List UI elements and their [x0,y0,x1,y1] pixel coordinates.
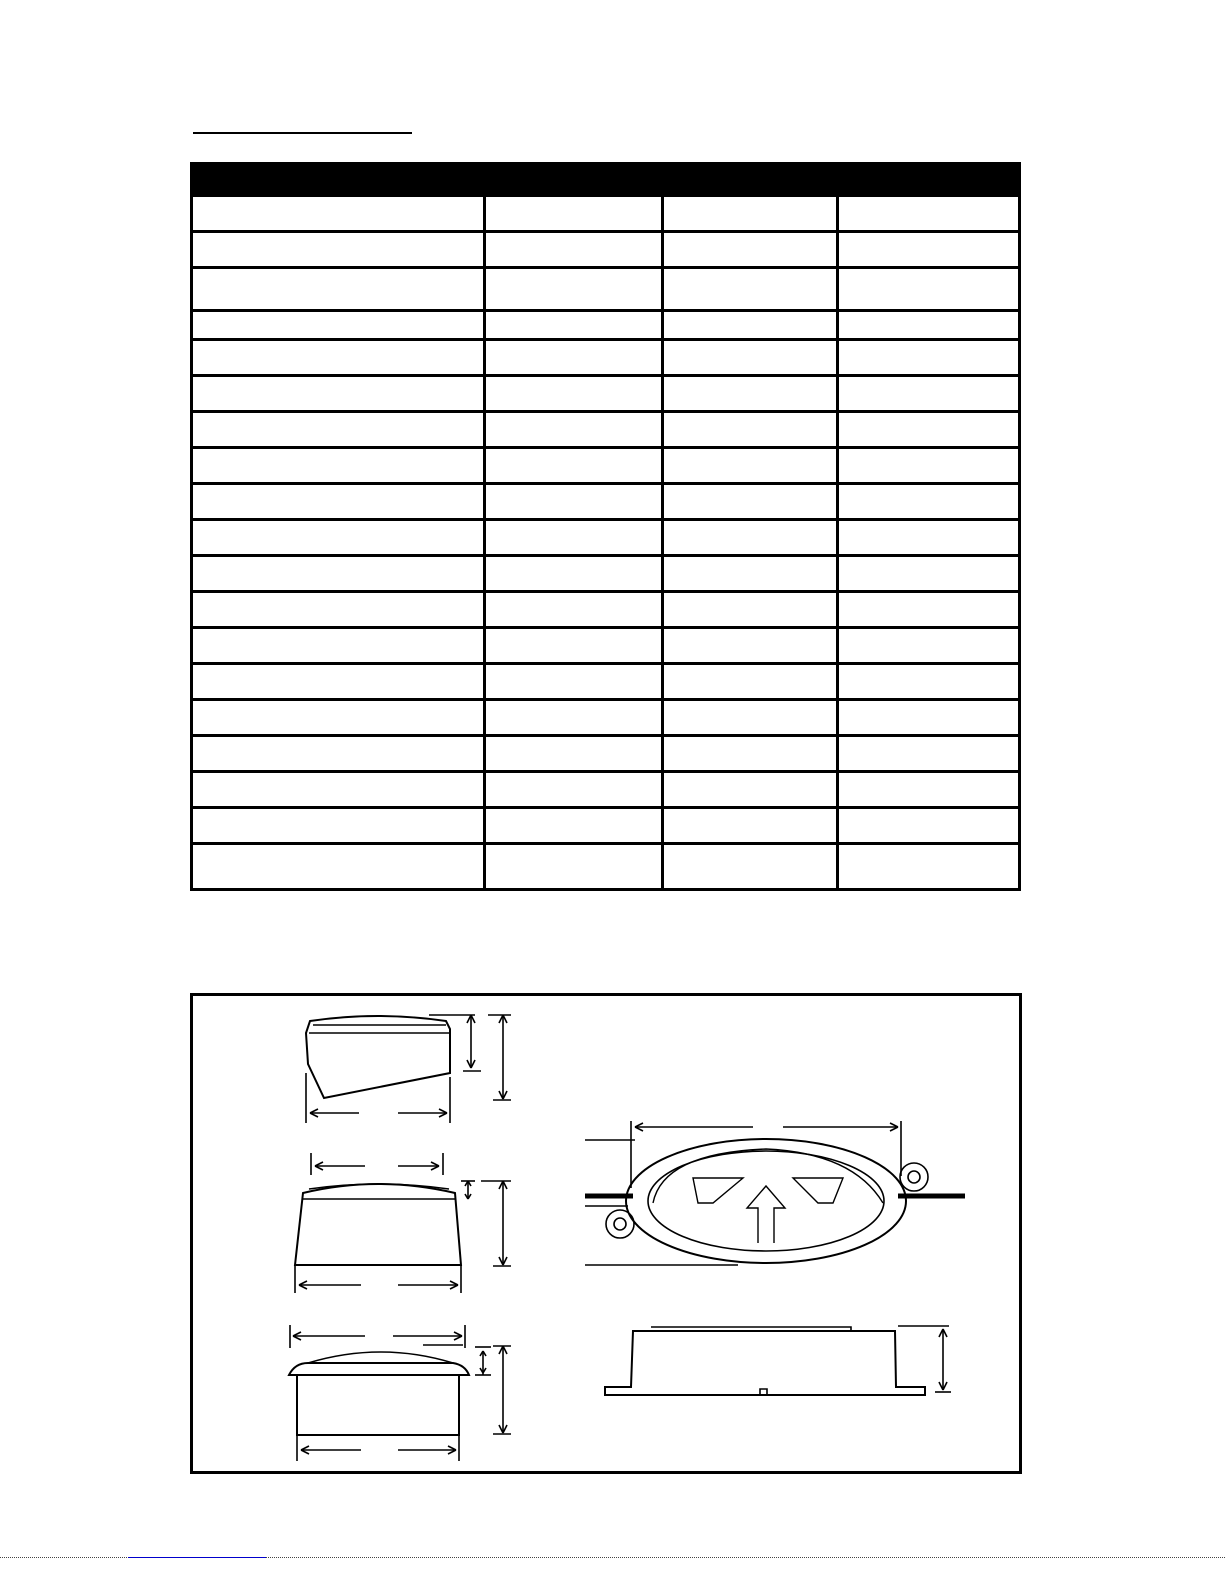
table-cell [485,844,663,890]
table-cell [192,772,485,808]
table-row [192,311,1020,340]
table-cell [663,376,838,412]
table-cell [838,376,1020,412]
table-cell [663,340,838,376]
table-row [192,700,1020,736]
table-cell [192,340,485,376]
speaker-base-profile [605,1326,951,1395]
table-cell [663,700,838,736]
table-cell [838,592,1020,628]
table-cell [838,232,1020,268]
table-cell [192,412,485,448]
speaker-front-profile [295,1153,511,1293]
table-row [192,556,1020,592]
table-cell [663,736,838,772]
table-cell [838,311,1020,340]
table-row [192,412,1020,448]
table-row [192,772,1020,808]
table-cell [192,448,485,484]
table-cell [838,772,1020,808]
table-row [192,592,1020,628]
table-cell [663,448,838,484]
table-cell [663,664,838,700]
table-cell [663,808,838,844]
table-cell [838,520,1020,556]
table-cell [663,311,838,340]
table-cell [663,268,838,311]
table-cell [663,844,838,890]
table-cell [485,592,663,628]
table-cell [838,484,1020,520]
table-row [192,520,1020,556]
table-cell [192,592,485,628]
table-cell [192,844,485,890]
table-cell [838,628,1020,664]
table-cell [192,268,485,311]
speaker-flange-profile [289,1325,511,1461]
table-row [192,232,1020,268]
table-cell [663,484,838,520]
table-cell [485,268,663,311]
table-row [192,844,1020,890]
table-cell [485,628,663,664]
table-cell [838,556,1020,592]
table-cell [485,197,663,232]
table-cell [838,736,1020,772]
table-cell [838,664,1020,700]
table-cell [192,556,485,592]
table-row [192,268,1020,311]
speaker-top-view-with-logo [585,1121,965,1265]
table-cell [485,808,663,844]
table-cell [485,232,663,268]
table-cell [838,340,1020,376]
table-cell [485,700,663,736]
table-cell [838,808,1020,844]
table-cell [485,772,663,808]
table-cell [838,268,1020,311]
table-cell [838,700,1020,736]
table-cell [663,197,838,232]
table-row [192,808,1020,844]
table-cell [663,628,838,664]
table-cell [485,484,663,520]
specifications-table [190,162,1021,891]
table-cell [485,664,663,700]
table-cell [663,592,838,628]
table-cell [192,311,485,340]
section-title-underline [193,132,412,134]
table-row [192,340,1020,376]
table-row [192,448,1020,484]
table-row [192,197,1020,232]
table-cell [838,844,1020,890]
table-cell [485,520,663,556]
dimension-diagram [193,996,1019,1471]
table-body [192,197,1020,890]
table-cell [485,556,663,592]
table-cell [485,412,663,448]
table-cell [838,197,1020,232]
table-header-bar [192,162,1020,197]
table-cell [485,736,663,772]
table-cell [663,232,838,268]
table-cell [663,520,838,556]
table-cell [192,736,485,772]
table-row [192,484,1020,520]
table-cell [485,311,663,340]
table-row [192,376,1020,412]
table-cell [663,772,838,808]
table-cell [485,448,663,484]
table-row [192,664,1020,700]
table-cell [485,340,663,376]
table-row [192,736,1020,772]
speaker-side-profile [306,1015,511,1123]
table-cell [838,448,1020,484]
table-cell [192,808,485,844]
table-cell [192,376,485,412]
table-cell [192,700,485,736]
footer-link-underline[interactable] [128,1557,266,1558]
table-cell [663,556,838,592]
table-cell [192,484,485,520]
dimension-diagram-panel [190,993,1022,1474]
table-cell [192,232,485,268]
table-cell [192,628,485,664]
table-cell [485,376,663,412]
table-row [192,628,1020,664]
table-cell [192,520,485,556]
table-cell [192,197,485,232]
table-cell [838,412,1020,448]
table-cell [192,664,485,700]
table-cell [663,412,838,448]
